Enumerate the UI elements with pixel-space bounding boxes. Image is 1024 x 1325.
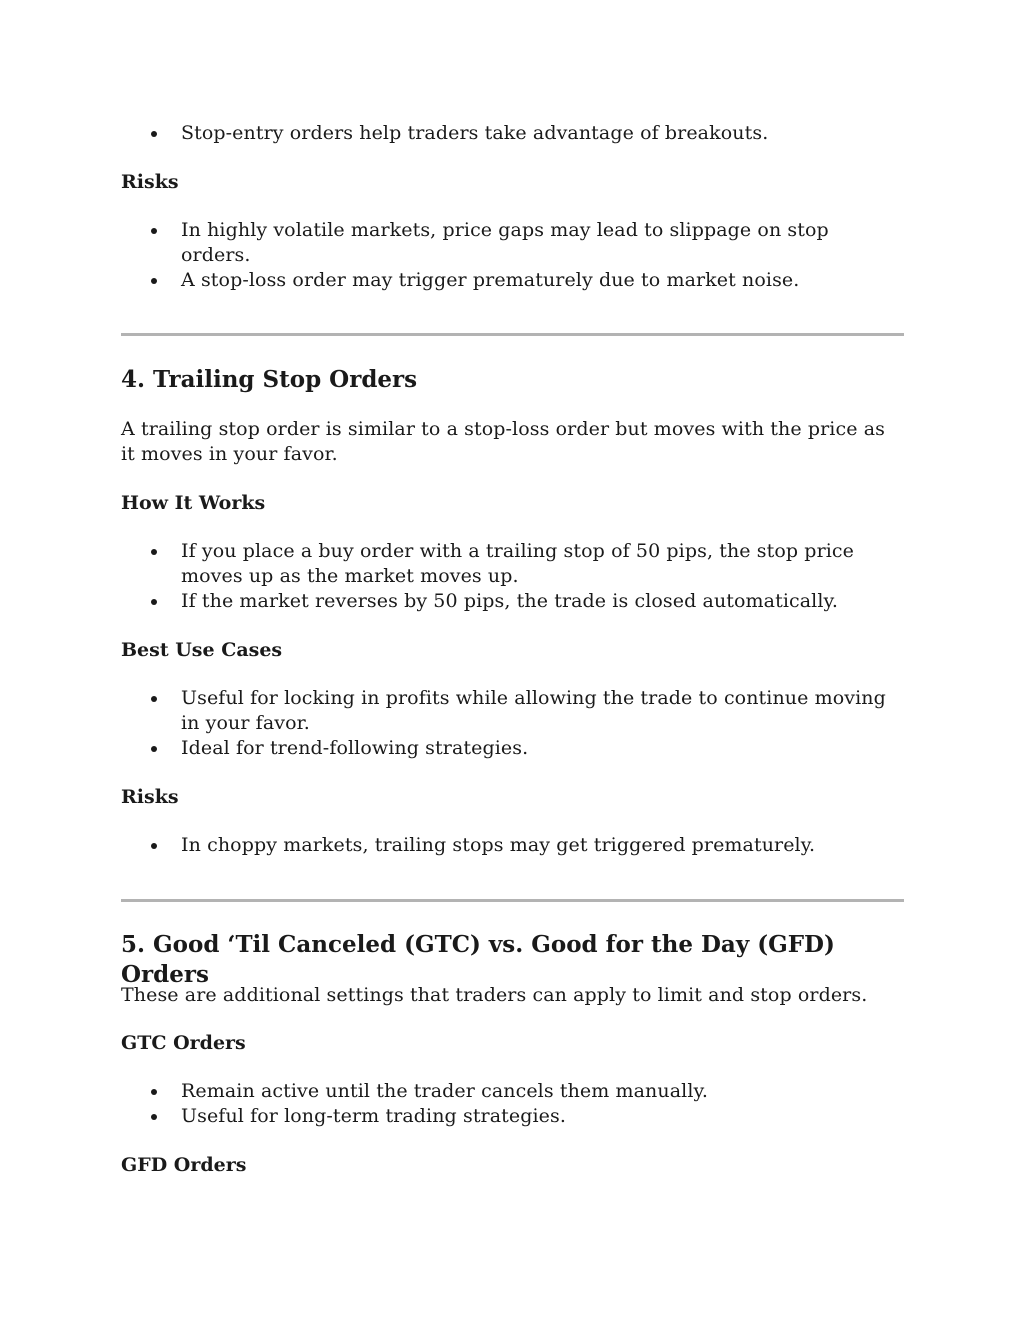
section-title: 4. Trailing Stop Orders [121, 366, 418, 393]
bullet-icon [151, 599, 157, 605]
list-item [121, 218, 904, 268]
bullet-icon [151, 228, 157, 234]
list-item-text: Useful for locking in profits while allowing the trade to continue moving in your favor. [181, 687, 886, 734]
bullet-icon [151, 1114, 157, 1120]
list-item [121, 268, 904, 293]
bullet-icon [151, 843, 157, 849]
bullet-icon [151, 746, 157, 752]
section-divider [121, 899, 904, 902]
list-item-text: If the market reverses by 50 pips, the trade is closed automatically. [181, 590, 838, 612]
list-item-text: Ideal for trend-following strategies. [181, 737, 529, 759]
list-item-text: Remain active until the trader cancels them manually. [181, 1080, 708, 1102]
risks-heading: Risks [121, 171, 179, 193]
list-item [121, 539, 904, 589]
risks-heading: Risks [121, 786, 179, 808]
list-item-text: In highly volatile markets, price gaps may lead to slippage on stop orders. [181, 219, 829, 266]
list-item [121, 686, 904, 736]
bullet-icon [151, 278, 157, 284]
section-title: 5. Good ‘Til Canceled (GTC) vs. Good for the Day (GFD) Orders [121, 931, 835, 988]
risks-bullet-list [121, 833, 904, 858]
risks-bullet-list [121, 218, 904, 293]
list-item [121, 1104, 904, 1129]
bullet-icon [151, 549, 157, 555]
bullet-icon [151, 696, 157, 702]
section-intro: A trailing stop order is similar to a stop-loss order but moves with the price as it moves in your favor. [121, 418, 885, 465]
list-item [121, 121, 904, 146]
bullet-icon [151, 131, 157, 137]
section-intro: These are additional settings that traders can apply to limit and stop orders. [121, 984, 868, 1006]
how-it-works-heading: How It Works [121, 492, 266, 514]
gtc-orders-heading: GTC Orders [121, 1032, 246, 1054]
best-use-cases-list [121, 686, 904, 761]
list-item-text: If you place a buy order with a trailing stop of 50 pips, the stop price moves up as the market moves up. [181, 540, 855, 587]
how-it-works-list [121, 539, 904, 614]
intro-bullet-list [121, 121, 904, 146]
gfd-orders-heading: GFD Orders [121, 1154, 247, 1176]
best-use-cases-heading: Best Use Cases [121, 639, 283, 661]
list-item [121, 1079, 904, 1104]
list-item-text: Useful for long-term trading strategies. [181, 1105, 567, 1127]
list-item [121, 736, 904, 761]
gtc-orders-list [121, 1079, 904, 1129]
list-item [121, 589, 904, 614]
list-item [121, 833, 904, 858]
bullet-icon [151, 1089, 157, 1095]
list-item-text: A stop-loss order may trigger prematurely due to market noise. [181, 269, 800, 291]
list-item-text: Stop-entry orders help traders take advantage of breakouts. [181, 122, 769, 144]
section-divider [121, 333, 904, 336]
list-item-text: In choppy markets, trailing stops may get triggered prematurely. [181, 834, 816, 856]
